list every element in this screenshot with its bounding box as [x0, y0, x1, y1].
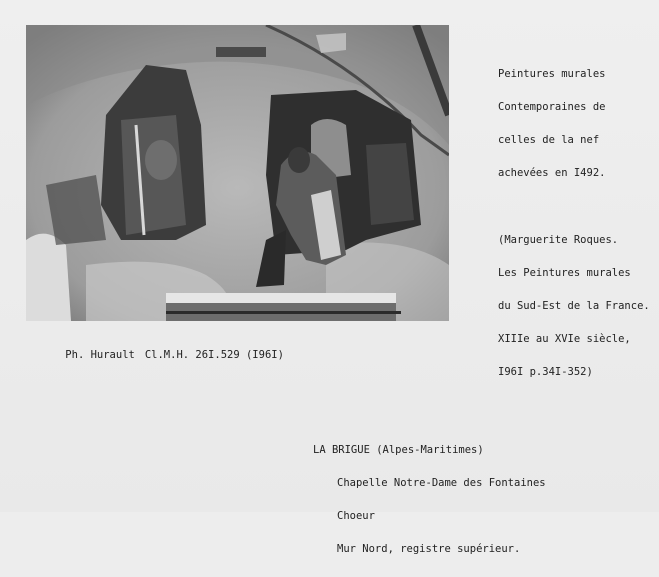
note-line: Peintures murales [498, 68, 606, 80]
bibliography-line: I96I p.34I-352) [498, 366, 593, 378]
location-caption [313, 423, 546, 577]
building-part: Choeur [337, 510, 375, 522]
note-line: celles de la nef [498, 134, 600, 146]
note-line: Contemporaines de [498, 101, 606, 113]
bibliography-line: du Sud-Est de la France. [498, 300, 650, 312]
catalog-reference: Cl.M.H. 26I.529 (I96I) [144, 349, 284, 361]
wall-detail: Mur Nord, registre supérieur. [337, 543, 521, 555]
caption-notes [498, 47, 650, 400]
building-name: Chapelle Notre-Dame des Fontaines [337, 477, 546, 489]
bibliography-line: Les Peintures murales [498, 267, 631, 279]
photographer: Ph. Hurault [65, 349, 135, 361]
bibliography-line: XIIIe au XVIe siècle, [498, 333, 631, 345]
place-name: LA BRIGUE (Alpes-Maritimes) [313, 444, 484, 456]
fresco-image [26, 25, 449, 321]
note-line: achevées en I492. [498, 167, 606, 179]
fresco-photograph [26, 25, 449, 321]
bibliography-line: (Marguerite Roques. [498, 234, 619, 246]
photo-credit [40, 339, 294, 372]
